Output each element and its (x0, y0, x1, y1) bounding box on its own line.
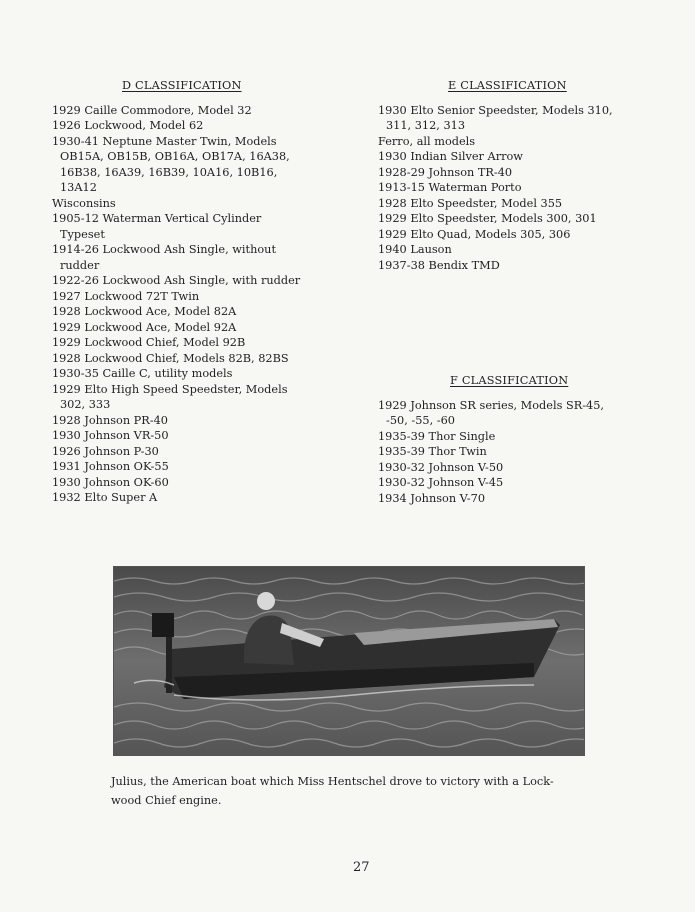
page-number: 27 (353, 860, 370, 875)
entry-text: 1928 Lockwood Ace, Model 82A (52, 305, 237, 318)
entry-text: 1929 Elto Quad, Models 305, 306 (378, 227, 571, 241)
entry-text: 1929 Lockwood Chief, Model 92B (52, 336, 246, 349)
entry-text: 1928 Johnson PR-40 (52, 413, 168, 427)
e-classification-section (378, 78, 658, 273)
list-item (52, 289, 352, 305)
photo-caption (111, 772, 601, 810)
entry-text: 1929 Lockwood Ace, Model 92A (52, 320, 237, 334)
list-item (378, 134, 658, 150)
list-item (52, 196, 352, 212)
entry-text: 1929 Caille Commodore, Model 32 (52, 103, 252, 117)
list-item (378, 475, 658, 491)
entry-text: 1929 Elto Speedster, Models 300, 301 (378, 212, 597, 225)
list-item (52, 304, 352, 320)
list-item (52, 475, 352, 491)
entry-text: 1905-12 Waterman Vertical Cylinder (52, 212, 262, 225)
list-item (52, 335, 352, 351)
list-item (52, 118, 352, 134)
entry-continuation: OB15A, OB15B, OB16A, OB17A, 16A38, (60, 150, 290, 163)
entry-text: Ferro, all models (378, 134, 476, 148)
entry-text: 1929 Johnson SR series, Models SR-45, (378, 398, 604, 412)
list-item (378, 196, 658, 212)
entry-continuation: Typeset (60, 227, 105, 241)
list-item (52, 134, 352, 196)
list-item (52, 242, 352, 273)
entry-text: Wisconsins (52, 196, 116, 210)
caption-line-2: wood Chief engine. (111, 794, 222, 807)
list-item (378, 242, 658, 258)
entry-continuation: 16B38, 16A39, 16B39, 10A16, 10B16, (60, 165, 278, 179)
list-item (378, 165, 658, 181)
entry-continuation: 311, 312, 313 (386, 119, 466, 132)
entry-text: 1935-39 Thor Single (378, 429, 496, 443)
list-item (378, 460, 658, 476)
boat-photograph-illustration (114, 567, 584, 755)
d-classification-section (52, 78, 352, 506)
entry-text: 1928 Elto Speedster, Model 355 (378, 196, 563, 210)
entry-text: 1926 Lockwood, Model 62 (52, 119, 204, 132)
entry-text: 1937-38 Bendix TMD (378, 258, 500, 272)
list-item (52, 351, 352, 367)
list-item (378, 227, 658, 243)
list-item (52, 444, 352, 460)
entry-continuation: -50, -55, -60 (386, 414, 455, 427)
f-classification-list (378, 398, 658, 507)
entry-text: 1928-29 Johnson TR-40 (378, 165, 513, 179)
caption-line-1: Julius, the American boat which Miss Hentschel drove to victory with a Lock- (111, 775, 554, 788)
list-item (52, 413, 352, 429)
entry-text: 1926 Johnson P-30 (52, 444, 159, 458)
entry-text: 1930 Indian Silver Arrow (378, 150, 523, 163)
entry-continuation: 13A12 (60, 181, 97, 194)
list-item (378, 398, 658, 429)
entry-continuation: 302, 333 (60, 398, 111, 411)
entry-text: 1935-39 Thor Twin (378, 445, 487, 458)
list-item (52, 490, 352, 506)
entry-text: 1930-41 Neptune Master Twin, Models (52, 134, 277, 148)
entry-text: 1931 Johnson OK-55 (52, 460, 169, 473)
entry-text: 1930 Johnson VR-50 (52, 429, 169, 442)
list-item (378, 258, 658, 274)
list-item (378, 491, 658, 507)
boat-photograph (113, 566, 585, 756)
entry-text: 1932 Elto Super A (52, 491, 158, 504)
entry-text: 1927 Lockwood 72T Twin (52, 289, 200, 303)
list-item (52, 211, 352, 242)
list-item (378, 211, 658, 227)
d-classification-list (52, 103, 352, 506)
f-classification-section (378, 373, 658, 506)
entry-continuation: rudder (60, 258, 100, 272)
list-item (52, 428, 352, 444)
list-item (52, 103, 352, 119)
entry-text: 1930-32 Johnson V-50 (378, 460, 504, 474)
entry-text: 1940 Lauson (378, 243, 452, 256)
entry-text: 1914-26 Lockwood Ash Single, without (52, 243, 276, 256)
list-item (378, 429, 658, 445)
entry-text: 1913-15 Waterman Porto (378, 181, 522, 194)
list-item (378, 444, 658, 460)
list-item (52, 273, 352, 289)
list-item (52, 459, 352, 475)
list-item (378, 149, 658, 165)
entry-text: 1928 Lockwood Chief, Models 82B, 82BS (52, 351, 289, 365)
entry-text: 1930-32 Johnson V-45 (378, 476, 504, 489)
list-item (52, 366, 352, 382)
entry-text: 1930 Johnson OK-60 (52, 475, 169, 489)
e-classification-heading: E CLASSIFICATION (448, 79, 567, 92)
list-item (378, 103, 658, 134)
list-item (52, 320, 352, 336)
d-classification-heading: D CLASSIFICATION (122, 79, 242, 92)
list-item (52, 382, 352, 413)
entry-text: 1930 Elto Senior Speedster, Models 310, (378, 103, 613, 117)
list-item (378, 180, 658, 196)
entry-text: 1922-26 Lockwood Ash Single, with rudder (52, 274, 301, 287)
e-classification-list (378, 103, 658, 274)
entry-text: 1934 Johnson V-70 (378, 491, 486, 505)
f-classification-heading: F CLASSIFICATION (450, 374, 569, 387)
entry-text: 1930-35 Caille C, utility models (52, 367, 233, 380)
entry-text: 1929 Elto High Speed Speedster, Models (52, 382, 288, 396)
